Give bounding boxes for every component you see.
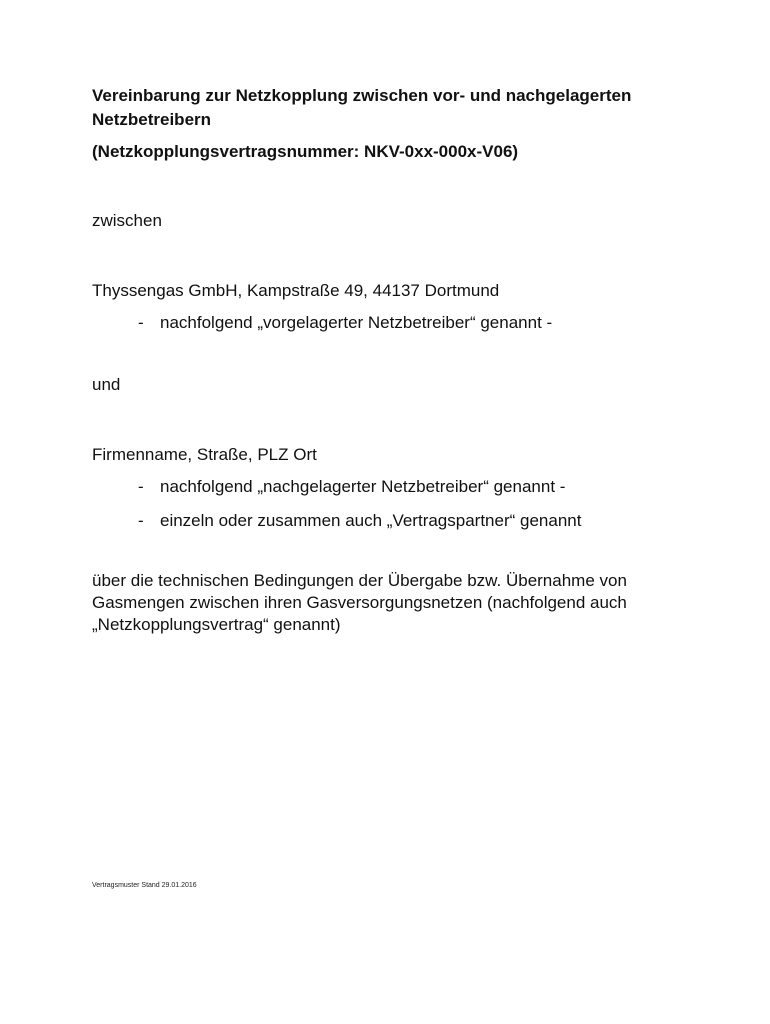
closing-paragraph <box>92 570 692 636</box>
document-title: Vereinbarung zur Netzkopplung zwischen vor- und nachgelagerten Netzbetreibern <box>92 86 632 129</box>
party2-note: einzeln oder zusammen auch „Vertragspartner“ genannt <box>160 511 582 530</box>
party2-name: Firmenname, Straße, PLZ Ort <box>92 445 317 464</box>
closing-line: über die technischen Bedingungen der Übergabe bzw. Übernahme von <box>92 571 627 590</box>
contract-number: (Netzkopplungsvertragsnummer: NKV-0xx-000x-V06) <box>92 142 519 161</box>
party2-notes <box>92 476 692 532</box>
party1-note: nachfolgend „vorgelagerter Netzbetreiber“ genannt - <box>160 313 553 332</box>
list-item <box>92 312 692 334</box>
closing-line: „Netzkopplungsvertrag“ genannt) <box>92 615 341 634</box>
party1-notes <box>92 312 692 334</box>
document-page <box>92 84 692 636</box>
party1-name: Thyssengas GmbH, Kampstraße 49, 44137 Dortmund <box>92 281 500 300</box>
bullet-dash: - <box>138 313 144 332</box>
closing-line: Gasmengen zwischen ihren Gasversorgungsnetzen (nachfolgend auch <box>92 593 627 612</box>
and-label: und <box>92 375 121 394</box>
list-item <box>92 510 692 532</box>
bullet-dash: - <box>138 477 144 496</box>
bullet-dash: - <box>138 511 144 530</box>
list-item <box>92 476 692 498</box>
between-label: zwischen <box>92 211 162 230</box>
page-footer: Vertragsmuster Stand 29.01.2016 <box>92 882 197 889</box>
party2-note: nachfolgend „nachgelagerter Netzbetreiber“ genannt - <box>160 477 566 496</box>
